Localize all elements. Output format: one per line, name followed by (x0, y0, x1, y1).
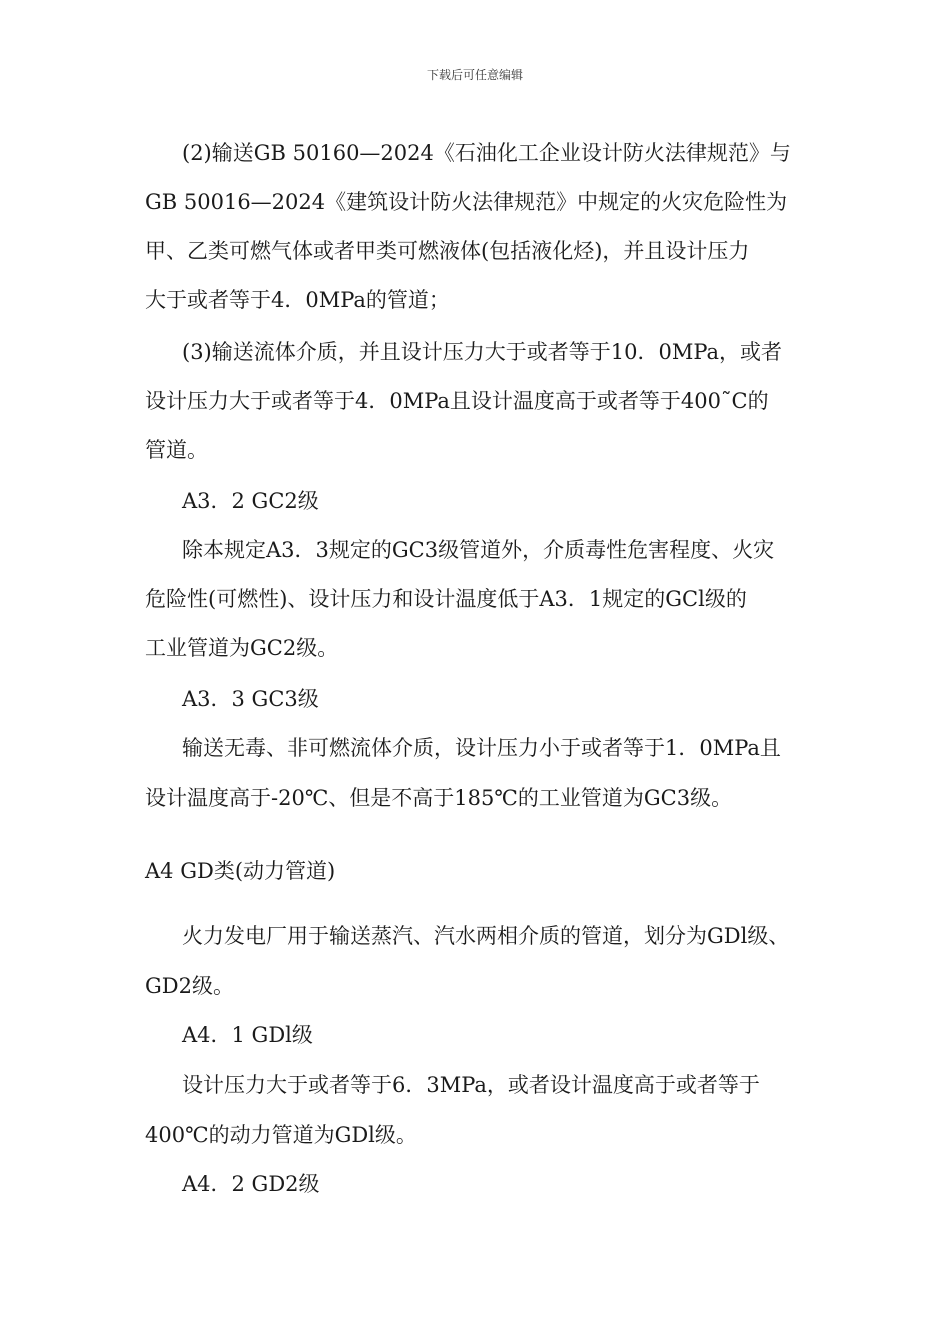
paragraph-line: 400℃的动力管道为GDl级。 (145, 1123, 417, 1147)
section-heading: A4 GD类(动力管道) (145, 859, 336, 883)
paragraph-line: 设计温度高于-20℃、但是不高于185℃的工业管道为GC3级。 (145, 786, 733, 810)
section-heading: A4．1 GDl级 (182, 1023, 313, 1047)
paragraph-line: 危险性(可燃性)、设计压力和设计温度低于A3．1规定的GCl级的 (145, 587, 747, 611)
section-heading: A3．2 GC2级 (182, 489, 319, 513)
paragraph-line: GB 50016—2024《建筑设计防火法律规范》中规定的火灾危险性为 (145, 190, 788, 214)
section-heading: A4．2 GD2级 (182, 1172, 320, 1196)
paragraph-line: 输送无毒、非可燃流体介质，设计压力小于或者等于1．0MPa且 (182, 736, 781, 760)
paragraph-line: 甲、乙类可燃气体或者甲类可燃液体(包括液化烃)，并且设计压力 (145, 239, 750, 263)
section-heading: A3．3 GC3级 (182, 687, 319, 711)
paragraph-line: 设计压力大于或者等于4．0MPa且设计温度高于或者等于400˜C的 (145, 389, 769, 413)
paragraph-line: GD2级。 (145, 974, 234, 998)
paragraph-line: (2)输送GB 50160—2024《石油化工企业设计防火法律规范》与 (182, 141, 791, 165)
paragraph-line: (3)输送流体介质，并且设计压力大于或者等于10．0MPa，或者 (182, 340, 783, 364)
paragraph-line: 大于或者等于4．0MPa的管道； (145, 288, 450, 312)
paragraph-line: 管道。 (145, 438, 208, 462)
paragraph-line: 设计压力大于或者等于6．3MPa，或者设计温度高于或者等于 (182, 1073, 760, 1097)
paragraph-line: 火力发电厂用于输送蒸汽、汽水两相介质的管道，划分为GDl级、 (182, 924, 790, 948)
paragraph-line: 工业管道为GC2级。 (145, 636, 339, 660)
paragraph-line: 除本规定A3．3规定的GC3级管道外，介质毒性危害程度、火灾 (182, 538, 775, 562)
page-header: 下载后可任意编辑 (426, 68, 523, 82)
